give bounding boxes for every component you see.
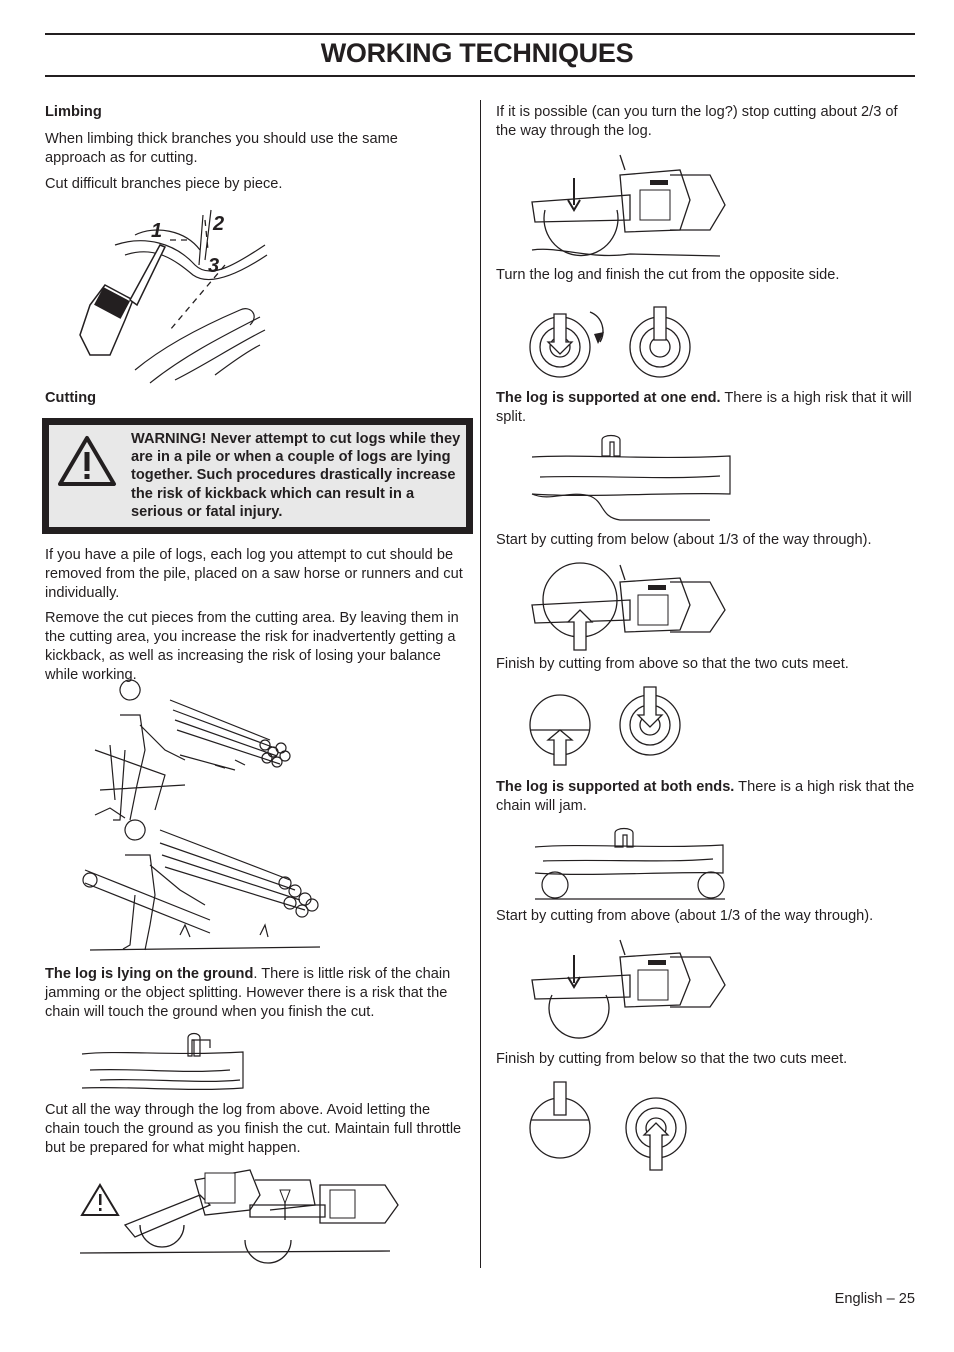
limbing-illustration: [75, 205, 275, 390]
page-number: English – 25: [834, 1291, 915, 1307]
one-end-text: There is a high risk that it will split.: [496, 390, 912, 425]
limbing-heading: Limbing: [45, 104, 102, 120]
right-paragraph-1: If it is possible (can you turn the log?) stop cutting about 2/3 of the way through the log.: [496, 104, 898, 139]
limbing-paragraph-1: When limbing thick branches you should use the same approach as for cutting.: [45, 131, 398, 166]
both-ends-paragraph: [496, 778, 916, 816]
warning-box: [42, 418, 473, 534]
limbing-label-1: 1: [151, 220, 163, 242]
column-divider: [480, 100, 481, 1268]
page-title: WORKING TECHNIQUES: [320, 38, 634, 68]
cut-from-above-illustration: [530, 935, 730, 1050]
right-paragraph-2: Turn the log and finish the cut from the opposite side.: [496, 267, 840, 283]
ground-cut-illustration: [80, 1165, 410, 1260]
both-ends-text: There is a high risk that the chain will jam.: [496, 779, 915, 814]
limbing-paragraph-2: Cut difficult branches piece by piece.: [45, 176, 283, 192]
log-pile-illustration: [80, 825, 330, 955]
one-end-bold: The log is supported at one end.: [496, 390, 721, 406]
limbing-label-2: 2: [213, 213, 225, 235]
one-end-paragraph: [496, 389, 916, 427]
chainsaw-partial-cut-illustration: [530, 150, 730, 260]
ground-paragraph: [45, 965, 465, 1022]
ground-bold: The log is lying on the ground: [45, 966, 254, 982]
header-top-rule: [45, 33, 915, 35]
right-paragraph-5: Start by cutting from above (about 1/3 of the way through).: [496, 908, 874, 924]
log-on-ground-illustration: [80, 1030, 250, 1095]
turn-log-illustration: [528, 302, 698, 390]
sawhorse-illustration: [85, 690, 305, 825]
right-paragraph-3: Start by cutting from below (about 1/3 of the way through).: [496, 532, 872, 548]
ground-text: . There is little risk of the chain jamming or the object splitting. However there is a risk that the chain will touch the ground when you finish the cut.: [45, 966, 451, 1020]
ground-paragraph-2: Cut all the way through the log from above. Avoid letting the chain touch the ground as you finish the cut. Maintain full throttle but be prepared for what might happen.: [45, 1102, 462, 1156]
header-bottom-rule: [45, 75, 915, 77]
warning-triangle-icon: [57, 435, 117, 487]
right-paragraph-4: Finish by cutting from above so that the two cuts meet.: [496, 656, 849, 672]
limbing-label-3: 3: [208, 255, 220, 277]
warning-text: WARNING! Never attempt to cut logs while they are in a pile or when a couple of logs are lying together. Such procedures drastically increase the risk of kickback which can result in a serious or fatal injury.: [131, 431, 461, 520]
log-supported-one-end-illustration: [530, 432, 735, 527]
log-supported-both-ends-illustration: [533, 825, 728, 905]
cutting-paragraph-1: If you have a pile of logs, each log you attempt to cut should be removed from the pile, placed on a saw horse or runners and cut individually.: [45, 547, 463, 601]
cuts-meet-illustration-2: [528, 1080, 693, 1172]
both-ends-bold: The log is supported at both ends.: [496, 779, 735, 795]
cutting-heading: Cutting: [45, 390, 97, 406]
right-paragraph-6: Finish by cutting from below so that the two cuts meet.: [496, 1051, 848, 1067]
cut-from-below-illustration: [530, 560, 730, 655]
cutting-paragraph-2: Remove the cut pieces from the cutting area. By leaving them in the cutting area, you increase the risk for inadvertently getting a kickback, as well as increasing the risk of losing your balance while working.: [45, 610, 459, 683]
cuts-meet-illustration-1: [528, 685, 688, 770]
